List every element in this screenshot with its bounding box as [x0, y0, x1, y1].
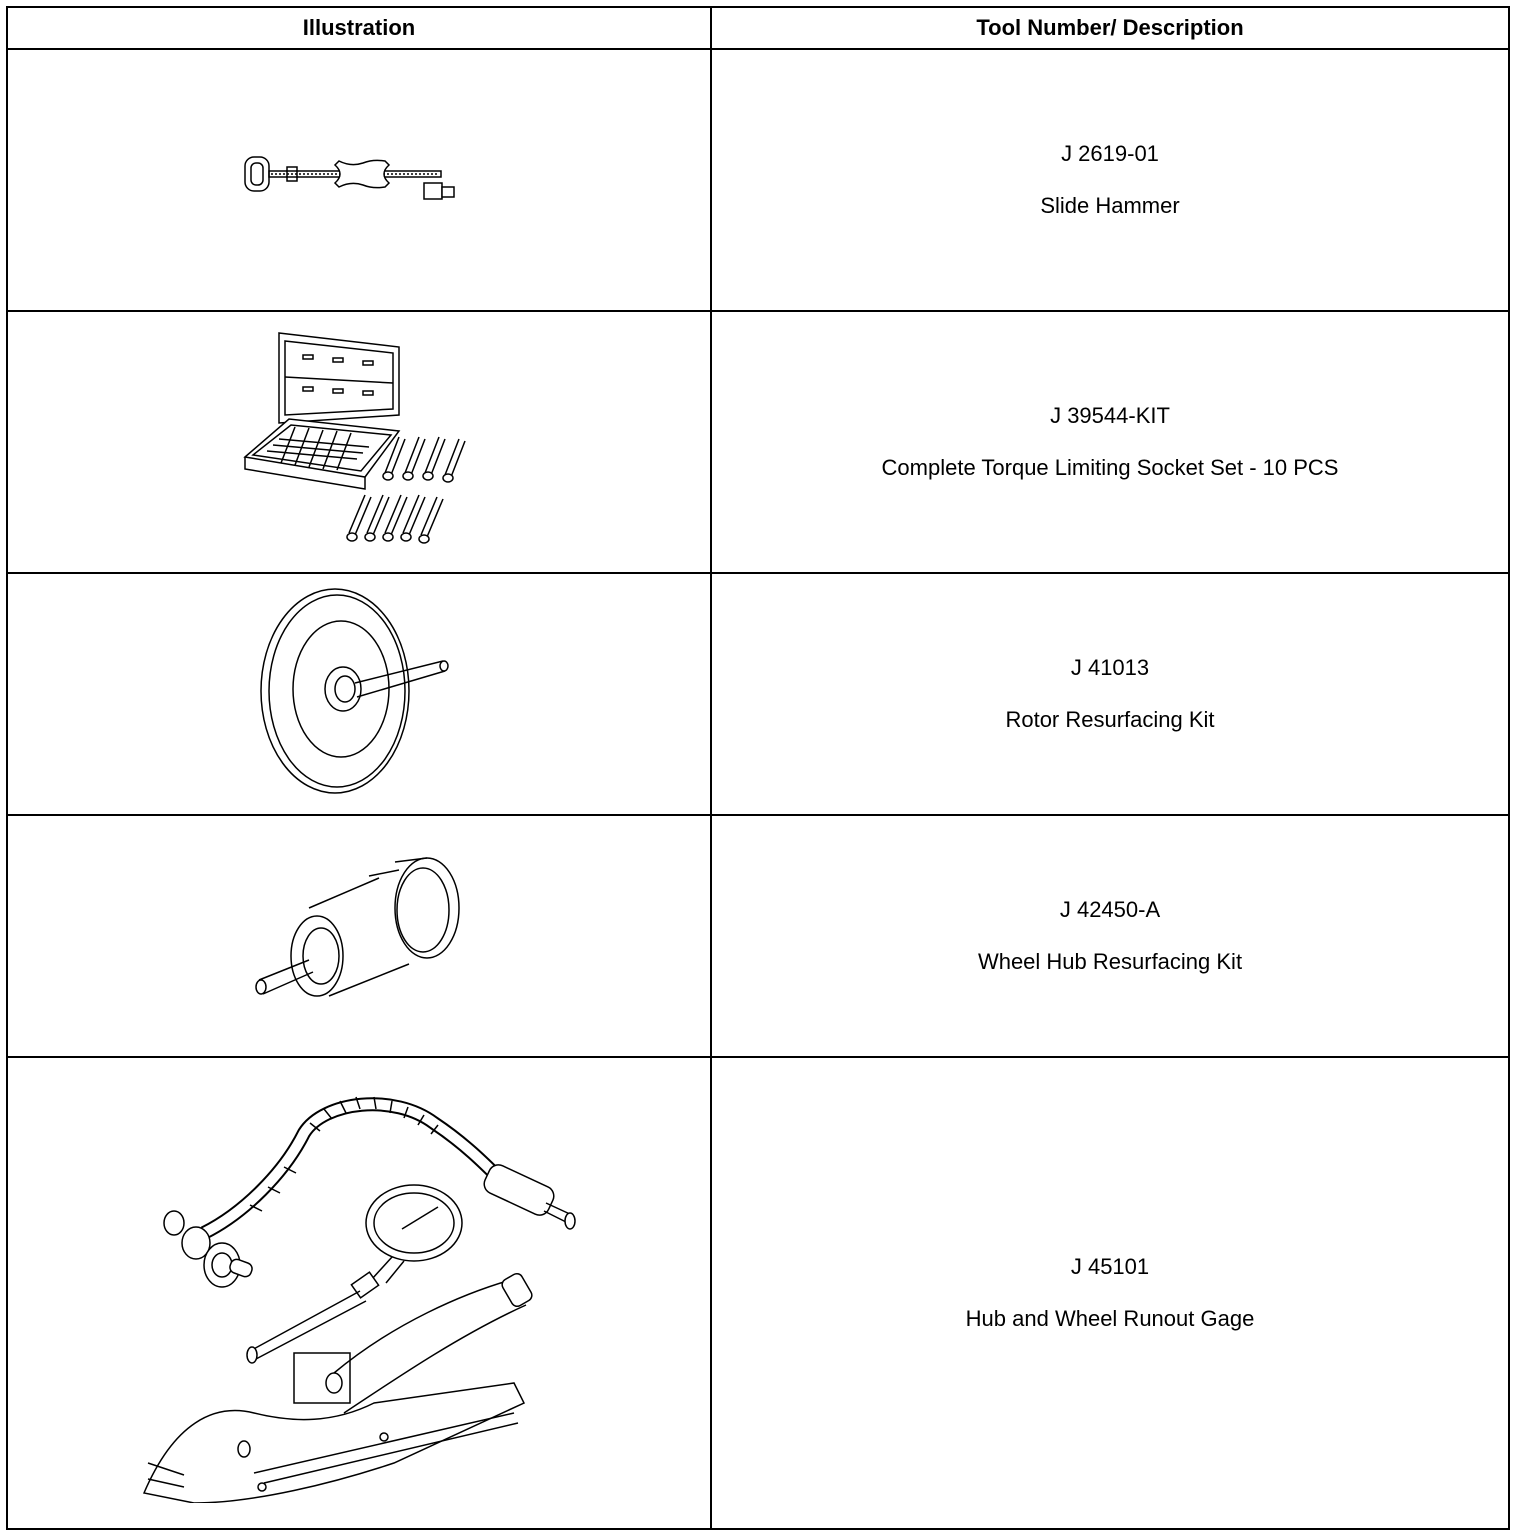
description-cell [711, 815, 1509, 1057]
rotor-disc-icon [259, 587, 459, 801]
tool-description: Hub and Wheel Runout Gage [965, 1306, 1255, 1331]
table-row [7, 573, 1509, 815]
tool-number: J 39544-KIT [1050, 403, 1170, 428]
runout-gage-icon [134, 1083, 584, 1503]
description-cell [711, 1057, 1509, 1529]
illustration-cell [7, 573, 711, 815]
tool-description: Complete Torque Limiting Socket Set - 10 PCS [881, 455, 1339, 480]
table-row [7, 815, 1509, 1057]
header-description: Tool Number/ Description [711, 7, 1509, 49]
description-cell [711, 49, 1509, 311]
tool-description: Rotor Resurfacing Kit [1005, 707, 1215, 732]
special-tools-table [6, 6, 1510, 1530]
table-header-row [7, 7, 1509, 49]
tool-number: J 41013 [1070, 655, 1150, 680]
table-row [7, 311, 1509, 573]
illustration-cell [7, 815, 711, 1057]
socket-set-case-icon [239, 327, 479, 557]
table-row [7, 49, 1509, 311]
tool-description: Slide Hammer [1040, 193, 1180, 218]
header-illustration: Illustration [7, 7, 711, 49]
tool-number: J 45101 [1070, 1254, 1150, 1279]
hub-cylinder-icon [249, 856, 469, 1016]
description-cell [711, 573, 1509, 815]
tool-number: J 2619-01 [1061, 141, 1159, 166]
tool-description: Wheel Hub Resurfacing Kit [977, 949, 1243, 974]
slide-hammer-icon [239, 145, 479, 215]
tool-number: J 42450-A [1059, 897, 1161, 922]
description-cell [711, 311, 1509, 573]
illustration-cell [7, 311, 711, 573]
table-row [7, 1057, 1509, 1529]
illustration-cell [7, 1057, 711, 1529]
illustration-cell [7, 49, 711, 311]
